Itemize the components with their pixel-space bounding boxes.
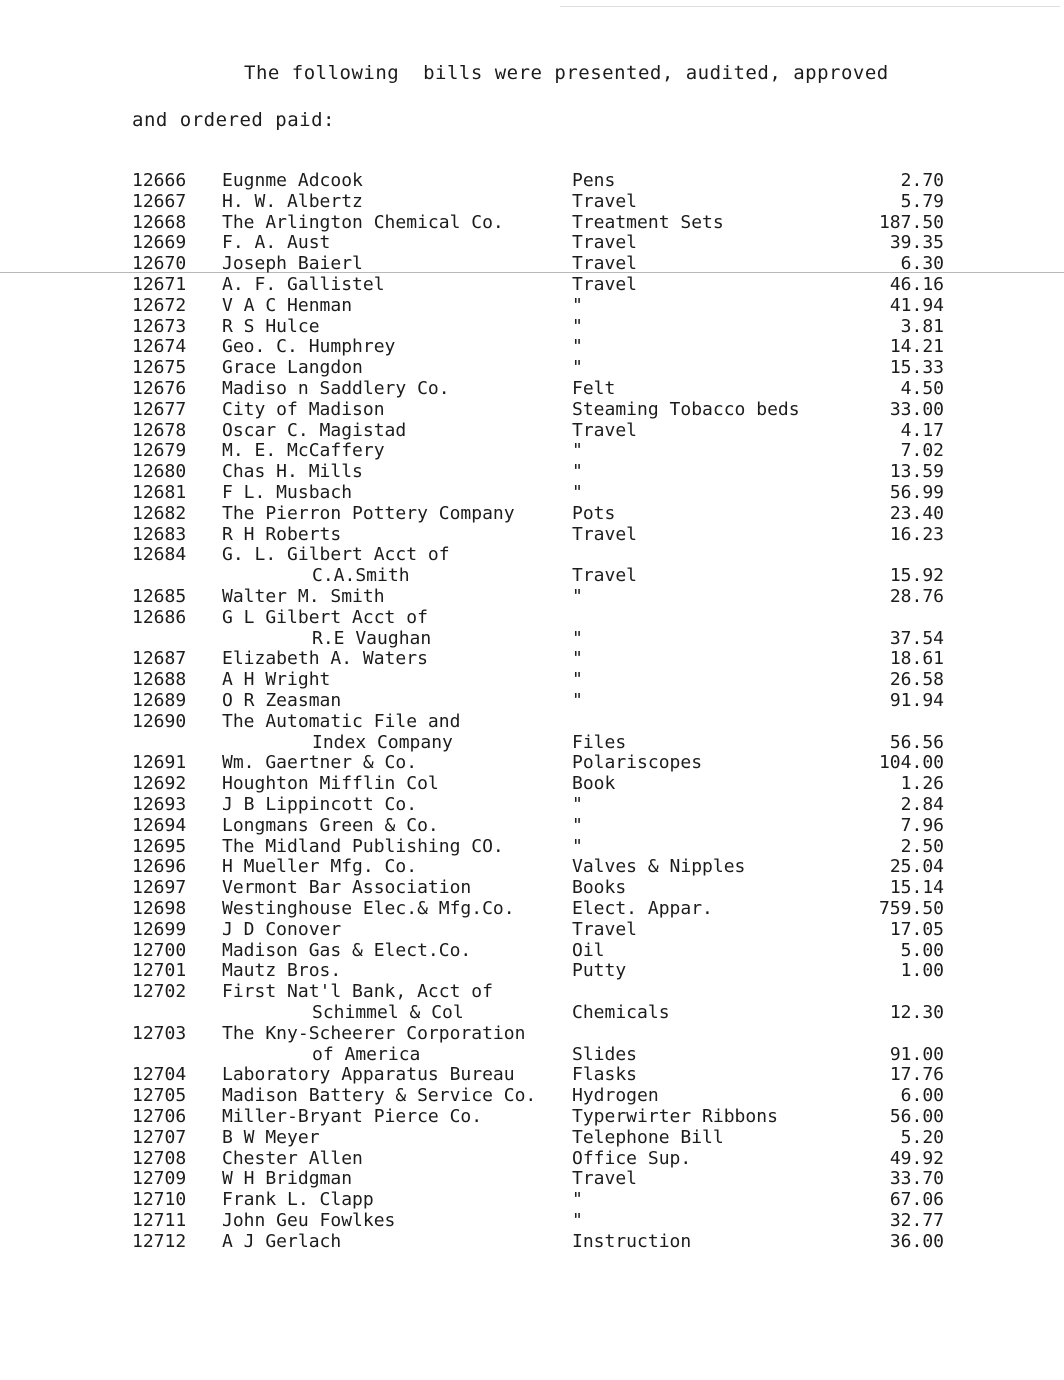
bill-amount: 14.21 [889, 336, 944, 358]
payee-name: John Geu Fowlkes [222, 1210, 396, 1231]
bill-number: 12698 [132, 898, 187, 919]
bill-item: Telephone Bill [572, 1126, 724, 1148]
bill-row [0, 191, 1064, 212]
bill-amount: 23.40 [889, 502, 944, 524]
bill-number: 12673 [132, 315, 187, 337]
bill-number: 12687 [132, 648, 187, 670]
payee-name: Madiso n Saddlery Co. [222, 378, 450, 399]
bill-row [0, 544, 1064, 565]
bill-amount: 5.00 [900, 939, 944, 961]
bill-amount: 56.00 [889, 1106, 944, 1127]
bill-row [0, 1023, 1064, 1044]
payee-name: First Nat'l Bank, Acct of [222, 981, 493, 1003]
bill-row [0, 212, 1064, 233]
payee-name: O R Zeasman [222, 690, 342, 711]
bill-number: 12672 [132, 294, 187, 316]
bill-item: " [572, 814, 583, 836]
bill-item: " [572, 294, 583, 316]
bill-item: " [572, 440, 583, 462]
payee-name: Geo. C. Humphrey [222, 336, 396, 358]
payee-name: Miller-Bryant Pierce Co. [222, 1106, 483, 1127]
payee-name: F. A. Aust [222, 232, 331, 254]
bill-row [0, 170, 1064, 191]
bill-row [0, 503, 1064, 524]
bill-item: " [572, 482, 583, 503]
bill-amount: 16.23 [889, 523, 944, 545]
payee-name: C.A.Smith [312, 565, 410, 587]
bill-item: " [572, 461, 583, 483]
bill-number: 12701 [132, 960, 187, 982]
bill-amount: 6.00 [900, 1085, 944, 1107]
payee-name: The Midland Publishing CO. [222, 835, 504, 857]
bill-amount: 15.14 [889, 877, 944, 899]
bill-item: " [572, 794, 583, 815]
bill-number: 12692 [132, 773, 187, 795]
bill-row [0, 1085, 1064, 1106]
bill-row [0, 1064, 1064, 1085]
payee-name: Madison Gas & Elect.Co. [222, 939, 472, 961]
bill-item: Book [572, 773, 616, 795]
bill-row [0, 628, 1064, 649]
payee-name: of America [312, 1043, 421, 1065]
bill-amount: 7.96 [900, 814, 944, 836]
bill-amount: 2.84 [900, 794, 944, 815]
bill-number: 12712 [132, 1230, 187, 1252]
bill-amount: 4.17 [900, 419, 944, 441]
bill-item: " [572, 648, 583, 670]
bill-number: 12678 [132, 419, 187, 441]
bill-item: Travel [572, 565, 638, 587]
bill-item: Pens [572, 170, 616, 191]
payee-name: Wm. Gaertner & Co. [222, 752, 418, 774]
bill-amount: 26.58 [889, 669, 944, 691]
bill-number: 12684 [132, 544, 187, 566]
bill-number: 12699 [132, 918, 187, 940]
bill-item: Chemicals [572, 1002, 670, 1023]
bill-number: 12666 [132, 170, 187, 191]
bill-number: 12681 [132, 482, 187, 503]
bill-amount: 5.20 [900, 1126, 944, 1148]
bill-item: Treatment Sets [572, 211, 724, 233]
payee-name: J D Conover [222, 918, 342, 940]
bill-item: Instruction [572, 1230, 692, 1252]
payee-name: The Pierron Pottery Company [222, 502, 515, 524]
bill-number: 12670 [132, 253, 187, 275]
bill-row [0, 524, 1064, 545]
bill-item: Polariscopes [572, 752, 703, 774]
bill-number: 12680 [132, 461, 187, 483]
payee-name: J B Lippincott Co. [222, 794, 418, 815]
bill-row [0, 648, 1064, 669]
bill-row [0, 295, 1064, 316]
bill-row [0, 253, 1064, 274]
payee-name: Chas H. Mills [222, 461, 363, 483]
bill-row [0, 461, 1064, 482]
bill-number: 12686 [132, 606, 187, 628]
payee-name: Madison Battery & Service Co. [222, 1085, 537, 1107]
bill-item: " [572, 357, 583, 379]
bill-item: Putty [572, 960, 627, 982]
payee-name: H Mueller Mfg. Co. [222, 856, 418, 878]
bill-item: " [572, 315, 583, 337]
bill-number: 12702 [132, 981, 187, 1003]
bill-row [0, 773, 1064, 794]
bill-amount: 32.77 [889, 1210, 944, 1231]
payee-name: R.E Vaughan [312, 627, 432, 649]
bill-amount: 91.00 [889, 1043, 944, 1065]
bill-number: 12707 [132, 1126, 187, 1148]
bill-row [0, 1002, 1064, 1023]
bill-item: Pots [572, 502, 616, 524]
payee-name: Frank L. Clapp [222, 1189, 374, 1211]
bill-row [0, 378, 1064, 399]
payee-name: The Automatic File and [222, 710, 461, 732]
bill-number: 12690 [132, 710, 187, 732]
payee-name: The Kny-Scheerer Corporation [222, 1022, 526, 1044]
bill-row [0, 690, 1064, 711]
bill-item: " [572, 690, 583, 711]
payee-name: City of Madison [222, 398, 385, 420]
bill-amount: 49.92 [889, 1147, 944, 1169]
bill-item: " [572, 627, 583, 649]
bill-row [0, 711, 1064, 732]
payee-name: A H Wright [222, 669, 331, 691]
bill-item: Flasks [572, 1064, 638, 1086]
bill-item: Travel [572, 1168, 638, 1190]
bill-row [0, 586, 1064, 607]
bill-row [0, 1044, 1064, 1065]
bill-amount: 4.50 [900, 378, 944, 399]
bill-amount: 13.59 [889, 461, 944, 483]
payee-name: G L Gilbert Acct of [222, 606, 428, 628]
payee-name: Chester Allen [222, 1147, 363, 1169]
bill-row [0, 316, 1064, 337]
bill-number: 12703 [132, 1022, 187, 1044]
bill-number: 12705 [132, 1085, 187, 1107]
bill-number: 12682 [132, 502, 187, 524]
bill-item: " [572, 586, 583, 607]
payee-name: Houghton Mifflin Col [222, 773, 439, 795]
bill-number: 12694 [132, 814, 187, 836]
bill-number: 12710 [132, 1189, 187, 1211]
bill-number: 12696 [132, 856, 187, 878]
bill-number: 12677 [132, 398, 187, 420]
bill-amount: 41.94 [889, 294, 944, 316]
bill-number: 12667 [132, 190, 187, 212]
bill-number: 12679 [132, 440, 187, 462]
bill-row [0, 1127, 1064, 1148]
bill-number: 12708 [132, 1147, 187, 1169]
bill-row [0, 336, 1064, 357]
payee-name: Walter M. Smith [222, 586, 385, 607]
bill-number: 12676 [132, 378, 187, 399]
payee-name: Vermont Bar Association [222, 877, 472, 899]
bill-amount: 25.04 [889, 856, 944, 878]
bill-row [0, 940, 1064, 961]
payee-name: Schimmel & Col [312, 1002, 464, 1023]
bill-row [0, 981, 1064, 1002]
bill-item: Books [572, 877, 627, 899]
bill-amount: 33.00 [889, 398, 944, 420]
bill-row [0, 357, 1064, 378]
payee-name: Westinghouse Elec.& Mfg.Co. [222, 898, 515, 919]
bill-item: Office Sup. [572, 1147, 692, 1169]
bill-amount: 2.50 [900, 835, 944, 857]
bill-amount: 17.05 [889, 918, 944, 940]
payee-name: R H Roberts [222, 523, 342, 545]
bill-row [0, 960, 1064, 981]
bill-item: Elect. Appar. [572, 898, 713, 919]
bill-number: 12700 [132, 939, 187, 961]
payee-name: A. F. Gallistel [222, 274, 385, 295]
bill-amount: 759.50 [878, 898, 944, 919]
bill-item: " [572, 669, 583, 691]
bill-item: Travel [572, 523, 638, 545]
bill-amount: 67.06 [889, 1189, 944, 1211]
payee-name: W H Bridgman [222, 1168, 353, 1190]
bill-amount: 1.26 [900, 773, 944, 795]
payee-name: Grace Langdon [222, 357, 363, 379]
payee-name: V A C Henman [222, 294, 353, 316]
payee-name: Laboratory Apparatus Bureau [222, 1064, 515, 1086]
bill-item: Files [572, 731, 627, 753]
intro-line-2: and ordered paid: [132, 109, 335, 131]
bill-amount: 28.76 [889, 586, 944, 607]
bill-amount: 3.81 [900, 315, 944, 337]
bill-amount: 5.79 [900, 190, 944, 212]
bill-item: Typerwirter Ribbons [572, 1106, 778, 1127]
payee-name: G. L. Gilbert Acct of [222, 544, 450, 566]
bill-row [0, 232, 1064, 253]
bill-row [0, 752, 1064, 773]
bill-row [0, 669, 1064, 690]
bill-number: 12709 [132, 1168, 187, 1190]
payee-name: Mautz Bros. [222, 960, 342, 982]
bill-item: Valves & Nipples [572, 856, 746, 878]
bill-number: 12693 [132, 794, 187, 815]
bill-item: Oil [572, 939, 605, 961]
payee-name: Joseph Baierl [222, 253, 363, 275]
bill-item: Travel [572, 253, 638, 275]
bill-amount: 12.30 [889, 1002, 944, 1023]
bill-item: Travel [572, 419, 638, 441]
payee-name: Longmans Green & Co. [222, 814, 439, 836]
bill-row [0, 815, 1064, 836]
bill-number: 12697 [132, 877, 187, 899]
bill-item: " [572, 336, 583, 358]
bill-number: 12711 [132, 1210, 187, 1231]
bill-row [0, 1168, 1064, 1189]
bill-amount: 37.54 [889, 627, 944, 649]
bill-item: Felt [572, 378, 616, 399]
bill-amount: 187.50 [878, 211, 944, 233]
bill-item: Hydrogen [572, 1085, 659, 1107]
bill-amount: 104.00 [878, 752, 944, 774]
payee-name: H. W. Albertz [222, 190, 363, 212]
bill-amount: 1.00 [900, 960, 944, 982]
bill-row [0, 607, 1064, 628]
bill-item: " [572, 835, 583, 857]
payee-name: Index Company [312, 731, 453, 753]
bill-number: 12695 [132, 835, 187, 857]
bill-number: 12671 [132, 274, 187, 295]
payee-name: F L. Musbach [222, 482, 353, 503]
bill-row [0, 420, 1064, 441]
bill-row [0, 274, 1064, 295]
bill-item: Steaming Tobacco beds [572, 398, 800, 420]
bill-row [0, 898, 1064, 919]
bill-row [0, 399, 1064, 420]
bill-amount: 15.92 [889, 565, 944, 587]
bill-row [0, 919, 1064, 940]
bill-amount: 2.70 [900, 170, 944, 191]
bill-row [0, 1210, 1064, 1231]
bill-item: Slides [572, 1043, 638, 1065]
bill-row [0, 482, 1064, 503]
bill-amount: 56.56 [889, 731, 944, 753]
bill-number: 12674 [132, 336, 187, 358]
bill-row [0, 1106, 1064, 1127]
payee-name: B W Meyer [222, 1126, 320, 1148]
bill-row [0, 856, 1064, 877]
bill-item: " [572, 1210, 583, 1231]
bill-number: 12689 [132, 690, 187, 711]
payee-name: The Arlington Chemical Co. [222, 211, 504, 233]
bill-row [0, 440, 1064, 461]
payee-name: Elizabeth A. Waters [222, 648, 428, 670]
bill-row [0, 1231, 1064, 1252]
bill-row [0, 1189, 1064, 1210]
bill-item: Travel [572, 918, 638, 940]
payee-name: Eugnme Adcook [222, 170, 363, 191]
bill-item: " [572, 1189, 583, 1211]
bill-amount: 56.99 [889, 482, 944, 503]
bill-number: 12668 [132, 211, 187, 233]
bill-number: 12685 [132, 586, 187, 607]
bill-item: Travel [572, 190, 638, 212]
bill-row [0, 794, 1064, 815]
bill-amount: 46.16 [889, 274, 944, 295]
bill-number: 12706 [132, 1106, 187, 1127]
bill-number: 12704 [132, 1064, 187, 1086]
payee-name: Oscar C. Magistad [222, 419, 407, 441]
bill-row [0, 565, 1064, 586]
bill-row [0, 732, 1064, 753]
payee-name: R S Hulce [222, 315, 320, 337]
bill-amount: 39.35 [889, 232, 944, 254]
bill-amount: 18.61 [889, 648, 944, 670]
bill-number: 12691 [132, 752, 187, 774]
bill-amount: 36.00 [889, 1230, 944, 1252]
bill-number: 12688 [132, 669, 187, 691]
bill-item: Travel [572, 274, 638, 295]
bill-item: Travel [572, 232, 638, 254]
bill-amount: 17.76 [889, 1064, 944, 1086]
intro-line-1: The following bills were presented, audited, approved [244, 62, 889, 84]
payee-name: A J Gerlach [222, 1230, 342, 1252]
payee-name: M. E. McCaffery [222, 440, 385, 462]
bill-number: 12669 [132, 232, 187, 254]
bill-amount: 33.70 [889, 1168, 944, 1190]
bill-amount: 7.02 [900, 440, 944, 462]
bill-row [0, 1148, 1064, 1169]
bill-number: 12675 [132, 357, 187, 379]
bill-amount: 6.30 [900, 253, 944, 275]
bill-amount: 91.94 [889, 690, 944, 711]
bill-row [0, 836, 1064, 857]
bill-number: 12683 [132, 523, 187, 545]
bill-row [0, 877, 1064, 898]
bill-amount: 15.33 [889, 357, 944, 379]
